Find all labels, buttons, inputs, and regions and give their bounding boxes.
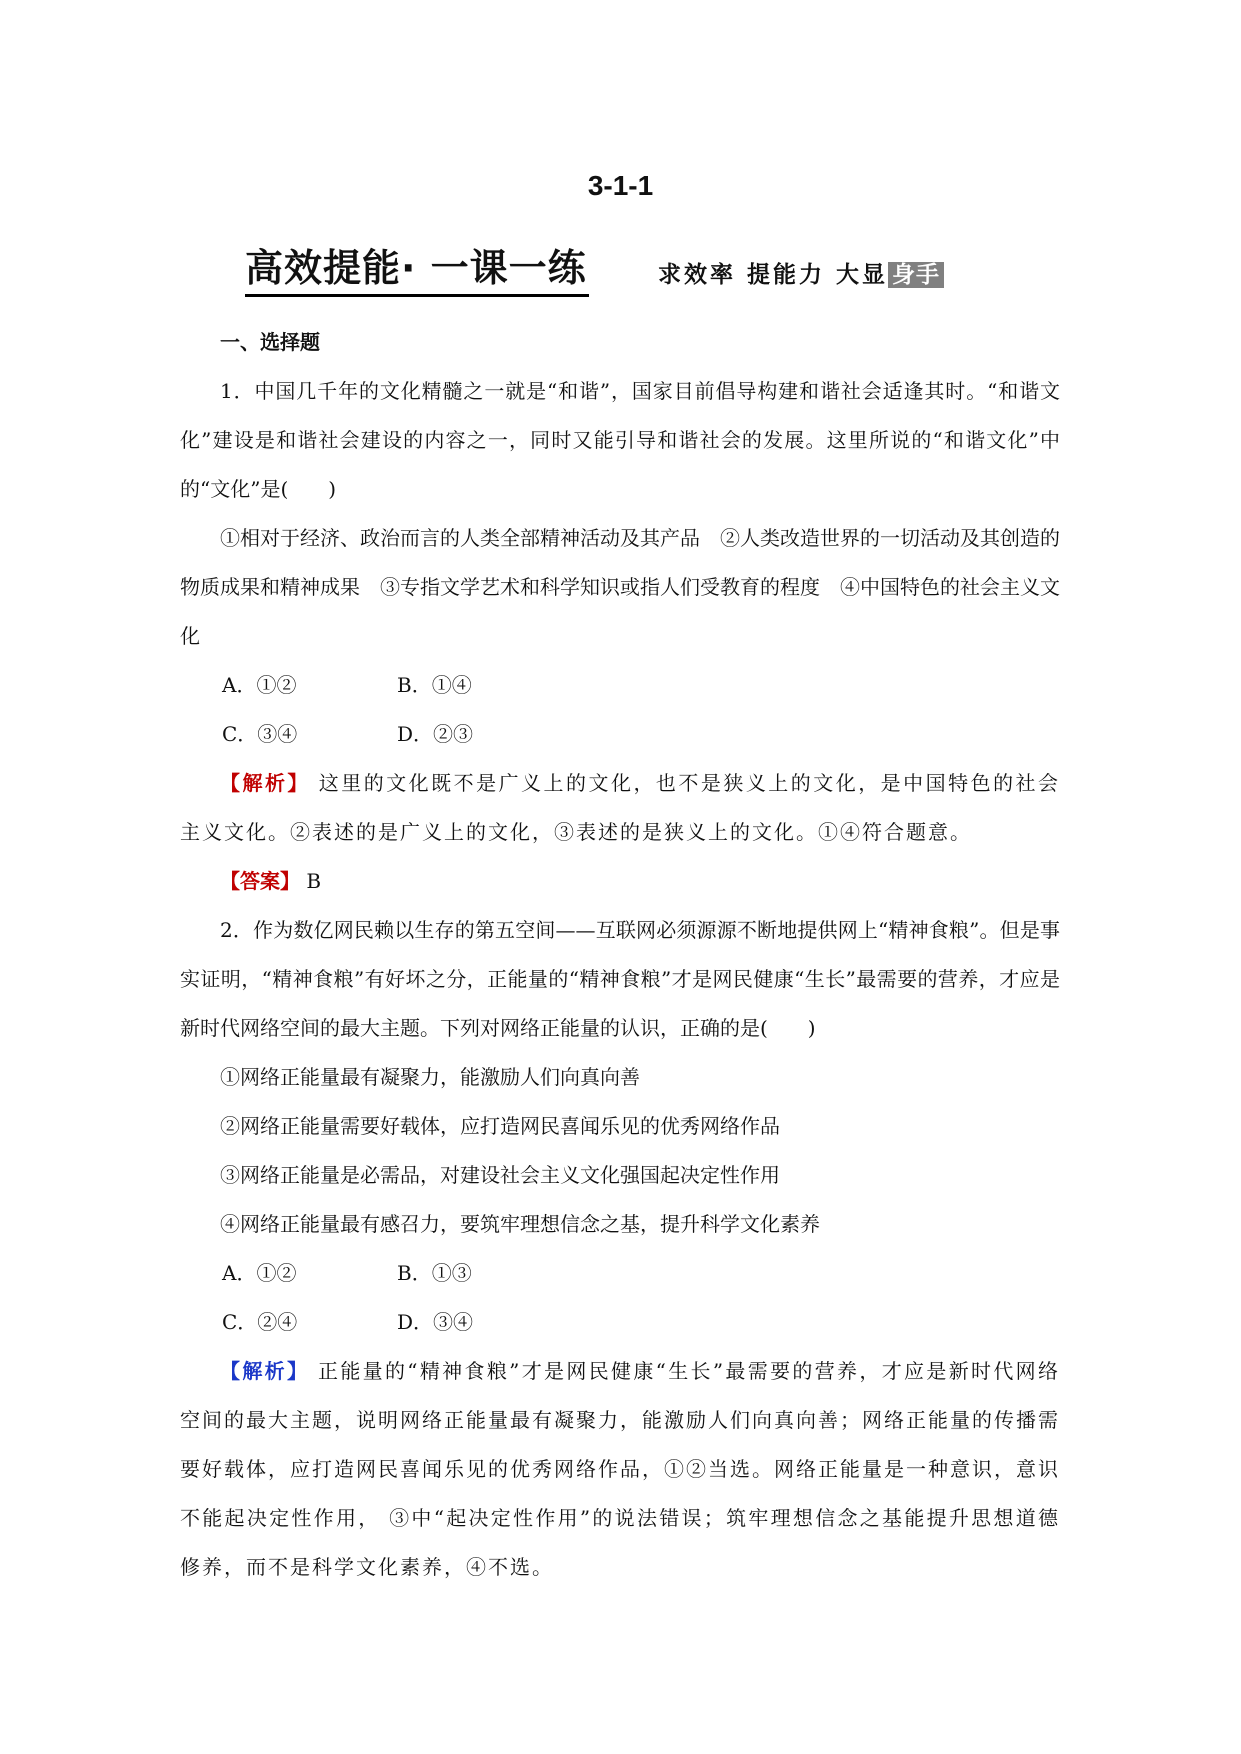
page-code: 3-1-1 [587, 170, 654, 201]
question-1-answer-value: B [306, 869, 322, 893]
question-1-option-c: C．③④ [222, 722, 298, 746]
question-2-statement-2: ②网络正能量需要好载体，应打造网民喜闻乐见的优秀网络作品 [220, 1114, 780, 1138]
question-1-option-a: A．①② [222, 673, 297, 697]
question-2-analysis-text: 正能量的“精神食粮”才是网民健康“生长”最需要的营养，才应是新时代网络空间的最大主题，说明网络正能量最有凝聚力，能激励人们向真向善；网络正能量的传播需要好载体，应打造网民喜闻乐见的优秀网络作品，①②当选。网络正能量是一种意识，意识不能起决定性作用， ③中“起决定性作用”的说法错误；筑牢理想信念之基能提升思想道德修养，而不是科学文化素养，④不选。 [180, 1359, 1060, 1579]
question-2-analysis [180, 1347, 1060, 1592]
title-banner [245, 242, 1045, 302]
banner-subtitle-text: 求效率 提能力 大显 [658, 262, 889, 288]
document-body [180, 318, 1060, 1592]
question-2-option-b: B．①③ [397, 1261, 472, 1285]
question-2-statement-4: ④网络正能量最有感召力，要筑牢理想信念之基，提升科学文化素养 [220, 1212, 820, 1236]
question-1-answer-tag: 【答案】 [220, 869, 300, 893]
question-1-option-d: D．②③ [397, 722, 474, 746]
question-2-options-row-2 [180, 1298, 1060, 1347]
banner-highlight: 身手 [888, 262, 944, 288]
question-1-stem: 1．中国几千年的文化精髓之一就是“和谐”，国家目前倡导构建和谐社会适逢其时。“和谐文化”建设是和谐社会建设的内容之一，同时又能引导和谐社会的发展。这里所说的“和谐文化”中的“文化”是( ) [180, 379, 1060, 501]
question-2-statement-1: ①网络正能量最有凝聚力，能激励人们向真向善 [220, 1065, 640, 1089]
question-1-option-b: B．①④ [397, 673, 472, 697]
question-2-statement-3: ③网络正能量是必需品，对建设社会主义文化强国起决定性作用 [220, 1163, 780, 1187]
question-1-analysis [180, 759, 1060, 857]
question-1-analysis-text: 这里的文化既不是广义上的文化，也不是狭义上的文化，是中国特色的社会主义文化。②表述的是广义上的文化，③表述的是狭义上的文化。①④符合题意。 [180, 771, 1061, 844]
banner-subtitle [658, 258, 944, 292]
question-2-options-row-1 [180, 1249, 1060, 1298]
question-1-statements: ①相对于经济、政治而言的人类全部精神活动及其产品 ②人类改造世界的一切活动及其创造的物质成果和精神成果 ③专指文学艺术和科学知识或指人们受教育的程度 ④中国特色的社会主义文化 [180, 526, 1060, 648]
section-title: 一、选择题 [220, 330, 320, 354]
question-1-analysis-tag: 【解析】 [220, 771, 310, 795]
question-2-option-a: A．①② [222, 1261, 297, 1285]
question-1-options-row-1 [180, 661, 1060, 710]
question-1-answer [180, 857, 1060, 906]
question-1-options-row-2 [180, 710, 1060, 759]
question-2-stem: 2．作为数亿网民赖以生存的第五空间——互联网必须源源不断地提供网上“精神食粮”。但是事实证明，“精神食粮”有好坏之分，正能量的“精神食粮”才是网民健康“生长”最需要的营养，才应是新时代网络空间的最大主题。下列对网络正能量的认识，正确的是( ) [180, 918, 1060, 1040]
question-2-analysis-tag: 【解析】 [220, 1359, 310, 1383]
question-2-option-c: C．②④ [222, 1310, 298, 1334]
question-2-option-d: D．③④ [397, 1310, 474, 1334]
banner-main-title: 高效提能· 一课一练 [245, 242, 589, 297]
